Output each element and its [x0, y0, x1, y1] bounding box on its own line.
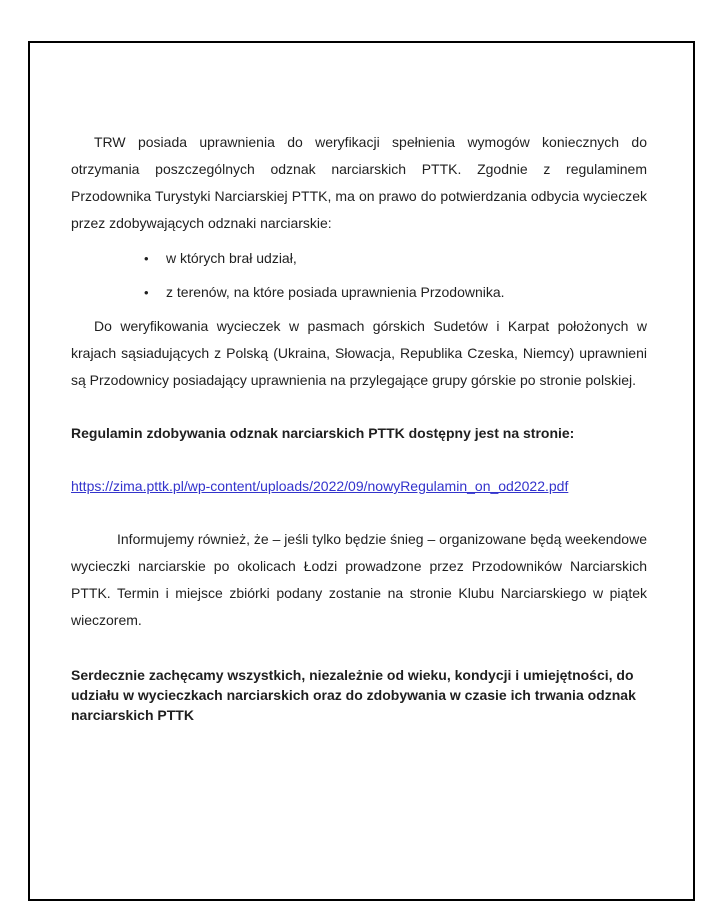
- bullet-icon: •: [144, 251, 149, 266]
- paragraph-info: Informujemy również, że – jeśli tylko będzie śnieg – organizowane będą weekendowe wycieczki narciarskie po okolicach Łodzi prowadzone przez Przodowników Narciarskich PTTK. Termin i miejsce zbiórki podany zostanie na stronie Klubu Narciarskiego w piątek wieczorem.: [71, 531, 647, 628]
- bullet-text: z terenów, na które posiada uprawnienia Przodownika.: [166, 284, 505, 300]
- paragraph-verification: Do weryfikowania wycieczek w pasmach górskich Sudetów i Karpat położonych w krajach sąsiadujących z Polską (Ukraina, Słowacja, Republika Czeska, Niemcy) uprawnieni są Przodownicy posiadający uprawnienia na przylegające grupy górskie po stronie polskiej.: [71, 318, 647, 388]
- document-page: [28, 41, 695, 901]
- list-item: [71, 279, 647, 306]
- regulation-link-line: [71, 473, 647, 500]
- list-item: [71, 245, 647, 272]
- paragraph-intro: TRW posiada uprawnienia do weryfikacji spełnienia wymogów koniecznych do otrzymania poszczególnych odznak narciarskich PTTK. Zgodnie z regulaminem Przodownika Turystyki Narciarskiej PTTK, ma on prawo do potwierdzania odbycia wycieczek przez zdobywających odznaki narciarskie:: [71, 134, 647, 231]
- closing-paragraph: Serdecznie zachęcamy wszystkich, niezależnie od wieku, kondycji i umiejętności, do udziału w wycieczkach narciarskich oraz do zdobywania w czasie ich trwania odznak narciarskich PTTK: [71, 667, 636, 723]
- bullet-list: [71, 245, 647, 306]
- bullet-text: w których brał udział,: [166, 250, 297, 266]
- document-content: [30, 43, 693, 725]
- regulation-heading: Regulamin zdobywania odznak narciarskich PTTK dostępny jest na stronie:: [71, 425, 575, 441]
- bullet-icon: •: [144, 285, 149, 300]
- regulation-link[interactable]: https://zima.pttk.pl/wp-content/uploads/2022/09/nowyRegulamin_on_od2022.pdf: [71, 478, 569, 494]
